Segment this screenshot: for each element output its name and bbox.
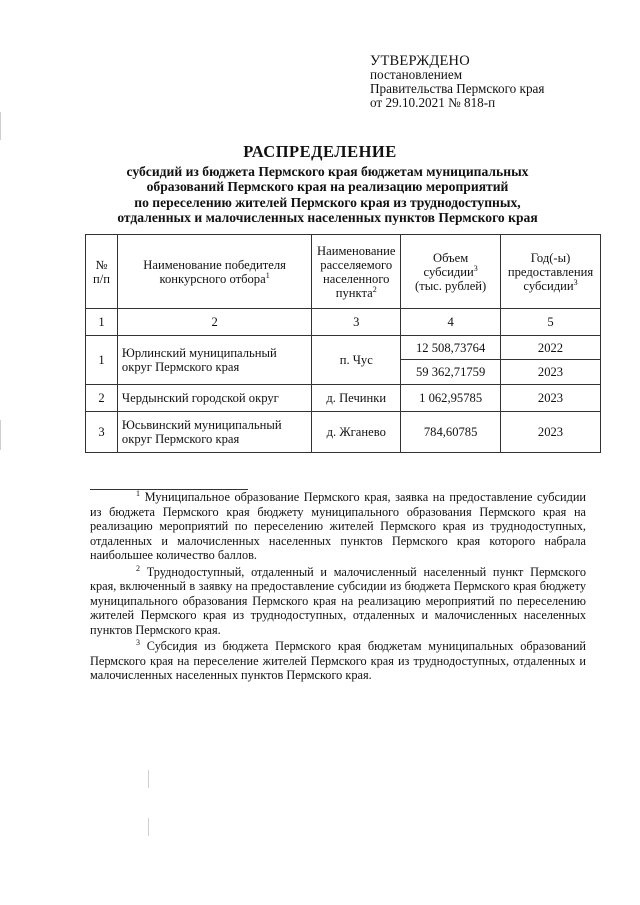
row-number: 3 — [86, 412, 118, 453]
winner-name: Юрлинский муниципальный округ Пермского края — [117, 336, 311, 385]
subsidy-volume: 784,60785 — [401, 412, 501, 453]
distribution-table — [85, 234, 601, 453]
table-row — [86, 336, 601, 360]
approval-block — [370, 54, 620, 110]
column-number: 1 — [86, 309, 118, 336]
scan-mark — [0, 112, 1, 140]
subsidy-volume: 12 508,73764 — [401, 336, 501, 360]
subsidy-volume: 1 062,95785 — [401, 385, 501, 412]
approval-heading: УТВЕРЖДЕНО — [370, 53, 470, 69]
header-volume: Объем субсидии$^3$ (тыс. рублей) — [401, 235, 501, 309]
footnote: $^3$ Субсидия из бюджета Пермского края бюджетам муниципальных образований Пермского края на переселение жителей Пермского края из труднодоступных, отдаленных и малочисленных населенных пунктов Пермского края. — [90, 637, 586, 682]
winner-name: Чердынский городской округ — [117, 385, 311, 412]
header-number: № п/п — [86, 235, 118, 309]
footnote: $^1$ Муниципальное образование Пермского края, заявка на предоставление субсидии из бюджета Пермского края бюджету муниципального образования Пермского края на реализацию мероприятий по переселению жителей Пермского края из труднодоступных, отдаленных и малочисленных населенных пунктов Пермского края которого набрала наибольшее количество баллов. — [90, 488, 587, 562]
header-year: Год(-ы) предоставления субсидии$^3$ — [501, 235, 601, 309]
scan-mark — [148, 818, 149, 836]
subtitle-line: субсидий из бюджета Пермского края бюджетам муниципальных — [126, 164, 529, 179]
winner-name: Юсьвинский муниципальный округ Пермского края — [117, 412, 311, 453]
subsidy-volume: 59 362,71759 — [401, 360, 501, 385]
header-winner: Наименование победителя конкурсного отбора$^1$ — [117, 235, 311, 309]
approval-line: от 29.10.2021 № 818-п — [370, 95, 496, 110]
column-number-row — [86, 309, 601, 336]
table-header-row — [86, 235, 601, 309]
scan-mark — [148, 770, 149, 788]
subsidy-year: 2023 — [501, 385, 601, 412]
document-title: РАСПРЕДЕЛЕНИЕ — [243, 142, 397, 161]
approval-line: постановлением — [370, 67, 463, 82]
settlement-name: п. Чус — [312, 336, 401, 385]
row-number: 1 — [86, 336, 118, 385]
document-subtitle — [55, 164, 600, 226]
footnotes — [90, 490, 586, 685]
settlement-name: д. Жганево — [312, 412, 401, 453]
column-number: 4 — [401, 309, 501, 336]
scan-mark — [0, 420, 1, 450]
column-number: 2 — [117, 309, 311, 336]
subtitle-line: по переселению жителей Пермского края из труднодоступных, — [134, 194, 521, 210]
table-row — [86, 385, 601, 412]
column-number: 3 — [312, 309, 401, 336]
header-settlement: Наименование расселяемого населенного пункта$^2$ — [312, 235, 401, 309]
subtitle-line: отдаленных и малочисленных населенных пунктов Пермского края — [117, 210, 538, 226]
subsidy-year: 2023 — [501, 412, 601, 453]
subtitle-line: образований Пермского края на реализацию мероприятий — [146, 179, 509, 195]
settlement-name: д. Печинки — [312, 385, 401, 412]
footnote: $^2$ Труднодоступный, отдаленный и малочисленный населенный пункт Пермского края, включенный в заявку на предоставление субсидии из бюджета Пермского края бюджету муниципального образования Пермского края на реализацию мероприятий по переселению жителей Пермского края из труднодоступных, отдаленных и малочисленных населенных пунктов Пермского края. — [90, 563, 586, 637]
table-row — [86, 412, 601, 453]
subsidy-year: 2023 — [501, 360, 601, 385]
subsidy-year: 2022 — [501, 336, 601, 360]
approval-line: Правительства Пермского края — [370, 81, 545, 96]
column-number: 5 — [501, 309, 601, 336]
row-number: 2 — [86, 385, 118, 412]
